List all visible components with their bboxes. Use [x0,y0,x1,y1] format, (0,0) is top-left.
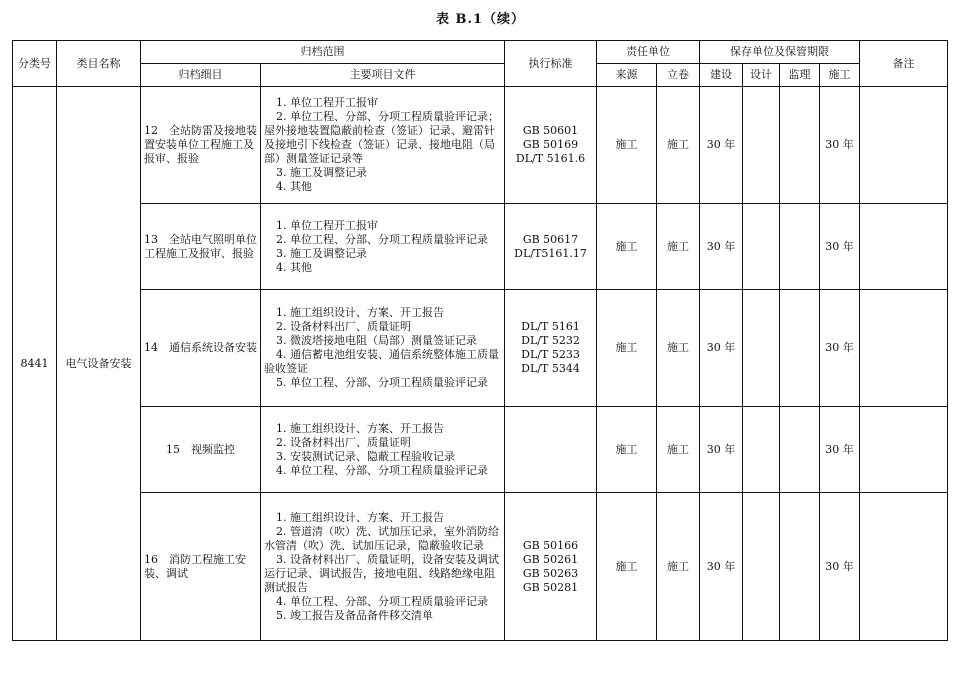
header-filing: 立卷 [657,64,700,87]
cell-supervision [780,493,820,641]
header-remark: 备注 [860,41,948,87]
cell-construction: 30 年 [700,290,743,407]
cell-standard [505,87,597,204]
cell-builder: 30 年 [820,204,860,290]
standard-item: DL/T 5344 [521,362,580,375]
cell-detail: 12 全站防雷及接地装置安装单位工程施工及报审、报验 [141,87,261,204]
table-row [13,204,948,290]
cell-detail: 15 视频监控 [141,407,261,493]
standard-item: DL/T 5233 [521,348,580,361]
cell-remark [860,87,948,204]
cell-files [261,493,505,641]
cell-files [261,407,505,493]
file-item: 2. 单位工程、分部、分项工程质量验评记录 [276,232,488,246]
cell-files [261,87,505,204]
cell-detail: 14 通信系统设备安装 [141,290,261,407]
header-supervision: 监理 [780,64,820,87]
cell-construction: 30 年 [700,493,743,641]
file-item: 3. 微波塔接地电阻（局部）测量签证记录 [276,334,477,347]
cell-design [743,204,780,290]
cell-remark [860,290,948,407]
cell-filing: 施工 [657,87,700,204]
table-row [13,87,948,204]
file-item: 3. 安装测试记录、隐蔽工程验收记录 [276,449,455,463]
header-responsible: 责任单位 [597,41,700,64]
cell-source: 施工 [597,290,657,407]
file-item: 3. 施工及调整记录 [276,166,367,179]
file-item: 3. 设备材料出厂、质量证明，设备安装及调试运行记录、调试报告，接地电阻、线路绝缘电阻测试报告 [264,552,499,594]
standard-item: DL/T 5161 [521,320,580,333]
cell-standard [505,493,597,641]
cell-builder: 30 年 [820,290,860,407]
header-detail: 归档细目 [141,64,261,87]
standard-item: GB 50617 [522,232,579,246]
table-row [13,493,948,641]
standard-item: GB 50263 [522,566,579,580]
standard-item: DL/T 5232 [521,334,580,347]
file-item: 2. 设备材料出厂、质量证明 [276,435,411,449]
standard-item: GB 50281 [522,580,579,594]
cell-builder: 30 年 [820,407,860,493]
table-row [13,290,948,407]
header-category: 类目名称 [57,41,141,87]
archive-table [12,40,948,641]
table-caption: 表 B.1（续） [435,12,526,27]
file-item: 5. 竣工报告及备品备件移交清单 [276,608,433,622]
cell-supervision [780,290,820,407]
file-item: 2. 管道清（吹）洗、试加压记录，室外消防给水管清（吹）洗、试加压记录，隐蔽验收记录 [264,524,499,552]
file-item: 4. 其他 [276,260,312,274]
cell-builder: 30 年 [820,87,860,204]
cell-source: 施工 [597,493,657,641]
cell-design [743,493,780,641]
cell-detail: 16 消防工程施工安装、调试 [141,493,261,641]
header-standard: 执行标准 [505,41,597,87]
standard-item: GB 50166 [522,538,579,552]
header-files: 主要项目文件 [261,64,505,87]
cell-filing: 施工 [657,493,700,641]
cell-construction: 30 年 [700,407,743,493]
standard-item: DL/T 5161.6 [515,152,586,165]
file-item: 4. 其他 [276,180,312,193]
cell-filing: 施工 [657,290,700,407]
cell-filing: 施工 [657,407,700,493]
header-scope: 归档范围 [141,41,505,64]
header-construction: 建设 [700,64,743,87]
cell-remark [860,493,948,641]
header-builder: 施工 [820,64,860,87]
file-item: 1. 单位工程开工报审 [276,96,378,109]
cell-standard [505,204,597,290]
file-item: 4. 单位工程、分部、分项工程质量验评记录 [276,594,488,608]
header-source: 来源 [597,64,657,87]
cell-category: 电气设备安装 [57,87,141,641]
cell-standard [505,407,597,493]
file-item: 2. 设备材料出厂、质量证明 [276,320,411,333]
file-item: 3. 施工及调整记录 [276,246,367,260]
cell-supervision [780,87,820,204]
file-item: 2. 单位工程、分部、分项工程质量验评记录；屋外接地装置隐蔽前检查（签证）记录、避雷针及接地引下线检查（签证）记录、接地电阻（局部）测量签证记录等 [264,110,499,165]
file-item: 1. 单位工程开工报审 [276,218,378,232]
cell-design [743,407,780,493]
cell-source: 施工 [597,87,657,204]
cell-construction: 30 年 [700,87,743,204]
standard-item: GB 50261 [522,552,579,566]
cell-builder: 30 年 [820,493,860,641]
cell-files [261,204,505,290]
header-design: 设计 [743,64,780,87]
cell-standard [505,290,597,407]
standard-item: DL/T5161.17 [514,246,587,260]
standard-item: GB 50601 [522,124,579,137]
file-item: 1. 施工组织设计、方案、开工报告 [276,421,444,435]
cell-design [743,87,780,204]
cell-construction: 30 年 [700,204,743,290]
header-retention: 保存单位及保管期限 [700,41,860,64]
cell-remark [860,407,948,493]
file-item: 4. 单位工程、分部、分项工程质量验评记录 [276,463,488,477]
cell-detail: 13 全站电气照明单位工程施工及报审、报验 [141,204,261,290]
cell-filing: 施工 [657,204,700,290]
file-item: 1. 施工组织设计、方案、开工报告 [276,510,444,524]
cell-code: 8441 [13,87,57,641]
header-code: 分类号 [13,41,57,87]
table-row [13,407,948,493]
cell-supervision [780,204,820,290]
cell-source: 施工 [597,407,657,493]
file-item: 5. 单位工程、分部、分项工程质量验评记录 [276,376,488,389]
cell-supervision [780,407,820,493]
cell-remark [860,204,948,290]
cell-source: 施工 [597,204,657,290]
cell-design [743,290,780,407]
file-item: 1. 施工组织设计、方案、开工报告 [276,306,444,319]
file-item: 4. 通信蓄电池组安装、通信系统整体施工质量验收签证 [264,348,499,375]
cell-files [261,290,505,407]
standard-item: GB 50169 [522,138,579,151]
